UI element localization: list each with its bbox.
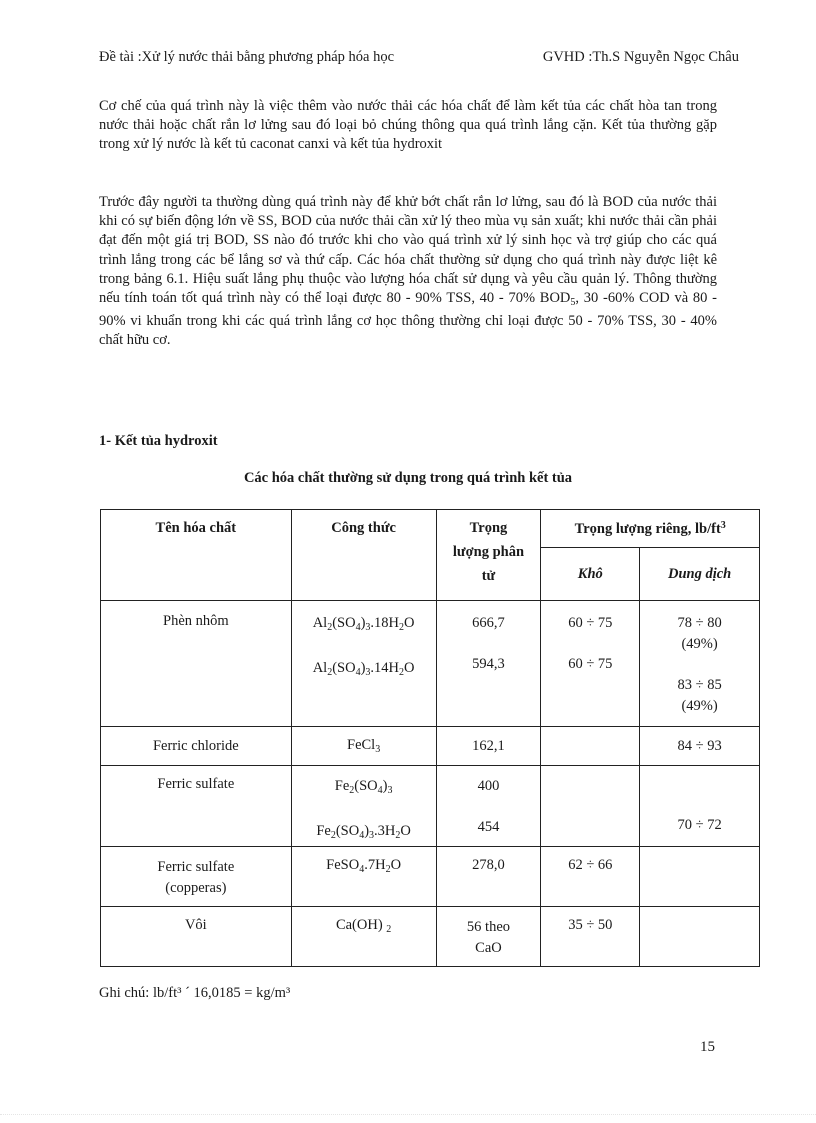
table-note: Ghi chú: lb/ft³ ´ 16,0185 = kg/m³	[99, 985, 291, 1001]
page-number: 15	[700, 1039, 715, 1055]
table-row: Ferric sulfate $Fe_2(SO_4)_3$ $Fe_2(SO_4)_3.3H_2O$ 400 454 70 ÷ 72	[101, 766, 760, 847]
paragraph-mechanism: Cơ chế của quá trình này là việc thêm vào nước thải các hóa chất để làm kết tủa các chất hòa tan trong nước thải hoặc chất rắn lơ lửng sau đó loại bỏ chúng thông qua quá trình lắng cặn. Kết tủa thường gặp trong xử lý nước là kết tủ caconat canxi và kết tủa hydroxit	[99, 98, 717, 153]
section-title: 1- Kết tủa hydroxit	[99, 433, 218, 449]
header-solution: Dung dịch	[640, 548, 760, 601]
header-advisor: GVHD :Th.S Nguyễn Ngọc Châu	[542, 49, 739, 65]
header-formula: Công thức	[291, 510, 436, 601]
table-row: Ferric sulfate (copperas) $FeSO_4.7H_2O$ 278,0 62 ÷ 66	[101, 847, 760, 907]
table-row: Phèn nhôm $Al_2(SO_4)_3.18H_2O$ $Al_2(SO_4)_3.14H_2O$ 666,7 594,3 60 ÷ 75 60 ÷ 75 78 ÷ 80 (49%) 83 ÷ 85 (49%)	[101, 601, 760, 727]
table-caption: Các hóa chất thường sử dụng trong quá trình kết tủa	[243, 470, 573, 486]
header-topic: Đề tài :Xử lý nước thải bằng phương pháp hóa học	[99, 49, 395, 65]
table-row: Vôi Ca(OH) $_2$ 56 theo CaO 35 ÷ 50	[101, 907, 760, 967]
header-dry: Khô	[541, 548, 640, 601]
page-bottom-divider	[0, 1114, 816, 1115]
header-molecular-weight: Trọng lượng phân tử	[436, 510, 541, 601]
page-header	[99, 49, 739, 66]
header-density: Trọng lượng riêng, $lb/ft^3$	[541, 510, 760, 548]
paragraph-usage: Trước đây người ta thường dùng quá trình này để khử bớt chất rắn lơ lửng, sau đó là BOD của nước thải khi có sự biến động lớn về SS, BOD của nước thải cần xử lý theo mùa vụ sản xuất; khi nước thải cần phải đạt đến một giá trị BOD, SS nào đó trước khi cho vào quá trình xử lý sinh học và trợ giúp cho các quá trình lắng trong các bể lắng sơ và thứ cấp. Các hóa chất thường sử dụng cho quá trình này được liệt kê trong bảng 6.1. Hiệu suất lắng phụ thuộc vào lượng hóa chất sử dụng và yêu cầu quản lý. Thông thường nếu tính toán tốt quá trình này có thể loại được 80 - 90% TSS, 40 - 70% $BOD_5$, 30 -60% COD và 80 - 90% vi khuẩn trong khi các quá trình lắng cơ học thông thường chỉ loại được 50 - 70% TSS, 30 - 40% chất hữu cơ.	[99, 194, 718, 349]
table-row: Ferric chloride FeCl$_3$ 162,1 84 ÷ 93	[101, 727, 760, 766]
header-name: Tên hóa chất	[101, 510, 292, 601]
chemicals-table	[100, 509, 760, 967]
